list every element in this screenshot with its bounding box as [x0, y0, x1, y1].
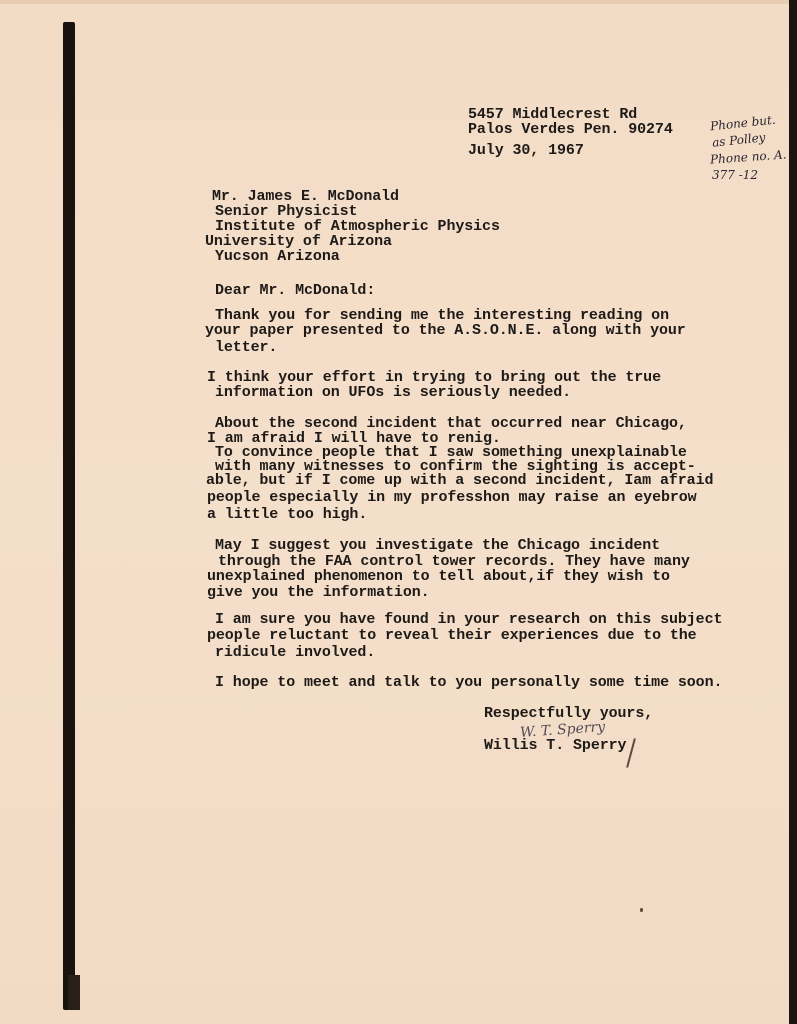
scan-edge-right: [789, 0, 797, 1024]
body-line: a little too high.: [207, 506, 368, 523]
handwritten-note-line: as Polley: [711, 130, 767, 150]
letter-date: July 30, 1967: [468, 142, 584, 159]
body-line: ridicule involved.: [215, 644, 376, 661]
sender-city: Palos Verdes Pen. 90274: [468, 121, 673, 138]
signer-name: Willis T. Sperry: [484, 737, 627, 754]
body-line: information on UFOs is seriously needed.: [215, 384, 572, 401]
body-line: able, but if I come up with a second incident, Iam afraid: [206, 472, 714, 489]
body-line: unexplained phenomenon to tell about,if they wish to: [207, 568, 670, 585]
body-line: through the FAA control tower records. They have many: [218, 553, 690, 570]
recipient-line: Institute of Atmospheric Physics: [215, 218, 500, 235]
binding-strip-end: [68, 975, 80, 1010]
body-line: To convince people that I saw something unexplainable: [215, 444, 687, 461]
body-line: I am afraid I will have to renig.: [207, 430, 501, 447]
body-line: May I suggest you investigate the Chicago incident: [215, 537, 661, 554]
body-line: Thank you for sending me the interesting reading on: [215, 307, 669, 324]
handwritten-signature: W. T. Sperry: [519, 719, 606, 741]
body-line: I am sure you have found in your research on this subject: [215, 611, 723, 628]
body-line: people reluctant to reveal their experiences due to the: [207, 627, 697, 644]
body-line: I hope to meet and talk to you personally some time soon.: [215, 674, 723, 691]
body-line: people especially in my professhon may raise an eyebrow: [207, 489, 697, 506]
recipient-line: Senior Physicist: [215, 203, 358, 220]
sender-street: 5457 Middlecrest Rd: [468, 106, 638, 123]
body-line: I think your effort in trying to bring out the true: [207, 369, 661, 386]
handwritten-note-line: Phone no. A.: [709, 147, 787, 167]
page-top-edge: [0, 0, 797, 4]
paper-speck: [640, 908, 643, 912]
recipient-line: Yucson Arizona: [215, 248, 340, 265]
closing: Respectfully yours,: [484, 705, 654, 722]
body-line: give you the information.: [207, 584, 430, 601]
body-line: with many witnesses to confirm the sighting is accept-: [215, 458, 696, 475]
recipient-line: University of Arizona: [205, 233, 392, 250]
salutation: Dear Mr. McDonald:: [215, 282, 376, 299]
body-line: letter.: [215, 339, 278, 356]
handwritten-note-line: 377 -12: [712, 168, 759, 182]
body-line: About the second incident that occurred near Chicago,: [215, 415, 687, 432]
recipient-line: Mr. James E. McDonald: [212, 188, 399, 205]
handwritten-note-line: Phone but.: [709, 112, 777, 134]
body-line: your paper presented to the A.S.O.N.E. along with your: [205, 322, 686, 339]
binding-strip: [63, 22, 75, 1010]
